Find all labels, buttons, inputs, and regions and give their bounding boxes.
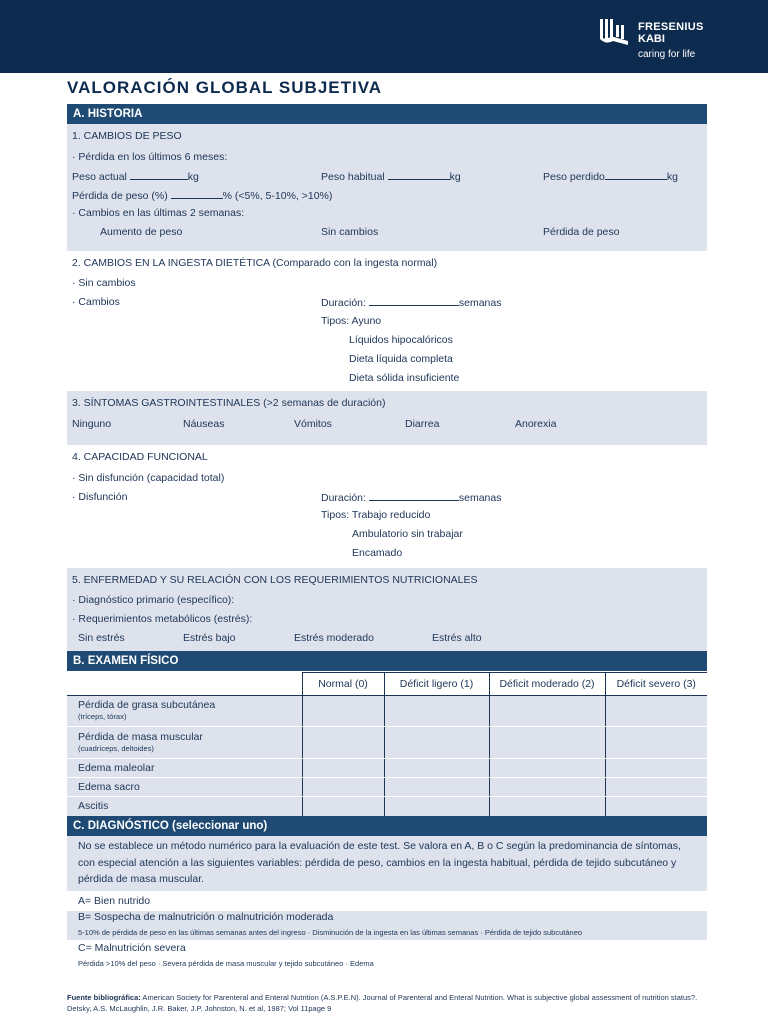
stress-moderate[interactable]: Estrés moderado xyxy=(294,632,374,644)
table-row xyxy=(67,759,707,778)
kg-unit: kg xyxy=(187,171,199,183)
intake-type-insufficient-solid[interactable]: Dieta sólida insuficiente xyxy=(349,372,460,384)
gi-option-diarrhea[interactable]: Diarrea xyxy=(405,418,440,430)
no-dysfunction-option[interactable]: · Sin disfunción (capacidad total) xyxy=(72,472,225,484)
stress-high[interactable]: Estrés alto xyxy=(432,632,482,644)
duration-label: Duración: xyxy=(321,297,366,309)
current-weight-field[interactable] xyxy=(72,170,199,183)
explanation-line-2: con especial atención a las siguientes variables: pérdida de peso, cambios en la ingesta habitual, pérdida de tejido subcutáneo y xyxy=(78,857,677,869)
stress-none[interactable]: Sin estrés xyxy=(78,632,125,644)
page-title: VALORACIÓN GLOBAL SUBJETIVA xyxy=(67,78,383,97)
header-bar xyxy=(0,0,768,73)
cell-normal[interactable] xyxy=(302,797,384,816)
weeks-unit: semanas xyxy=(458,492,502,504)
usual-weight-blank[interactable] xyxy=(388,170,450,180)
cell-normal[interactable] xyxy=(302,778,384,797)
cell-mild[interactable] xyxy=(384,727,489,759)
option-b-label: B= Sospecha de malnutrición o malnutrición moderada xyxy=(78,911,334,923)
footer-label: Fuente bibliográfica: xyxy=(67,993,141,1002)
cell-normal[interactable] xyxy=(302,727,384,759)
weight-loss-pct-blank[interactable] xyxy=(171,189,223,199)
row-label: Edema sacro xyxy=(67,778,302,797)
pct-options: % (<5%, 5-10%, >10%) xyxy=(222,190,333,202)
dysfunction-option[interactable]: · Disfunción xyxy=(72,491,128,503)
option-weight-loss[interactable]: Pérdida de peso xyxy=(543,226,620,238)
type-ambulatory[interactable]: Ambulatorio sin trabajar xyxy=(352,528,463,540)
cell-severe[interactable] xyxy=(605,759,707,778)
gi-option-nausea[interactable]: Náuseas xyxy=(183,418,225,430)
duration-blank[interactable] xyxy=(369,296,459,306)
diagnosis-option-c[interactable] xyxy=(67,940,707,970)
cell-moderate[interactable] xyxy=(489,759,605,778)
gi-option-vomiting[interactable]: Vómitos xyxy=(294,418,332,430)
lost-weight-label: Peso perdido xyxy=(543,171,605,183)
physical-exam-table xyxy=(67,672,707,816)
duration-label: Duración: xyxy=(321,492,366,504)
row-label: Ascitis xyxy=(67,797,302,816)
row-label-sub: (tríceps, tórax) xyxy=(78,712,127,721)
current-weight-label: Peso actual xyxy=(72,171,127,183)
brand-mark-icon xyxy=(600,19,628,45)
s3-title: 3. SÍNTOMAS GASTROINTESTINALES (>2 semanas de duración) xyxy=(72,397,386,409)
cell-mild[interactable] xyxy=(384,778,489,797)
intake-duration-field[interactable] xyxy=(321,296,501,309)
brand-name-line1: FRESENIUS xyxy=(638,21,704,33)
table-row xyxy=(67,797,707,816)
current-weight-blank[interactable] xyxy=(130,170,188,180)
fresenius-kabi-logo xyxy=(600,17,720,65)
option-weight-gain[interactable]: Aumento de peso xyxy=(100,226,183,238)
cell-mild[interactable] xyxy=(384,696,489,727)
s5-title: 5. ENFERMEDAD Y SU RELACIÓN CON LOS REQUERIMIENTOS NUTRICIONALES xyxy=(72,574,478,586)
cell-severe[interactable] xyxy=(605,727,707,759)
cell-severe[interactable] xyxy=(605,696,707,727)
diagnosis-explanation xyxy=(67,836,707,891)
cell-severe[interactable] xyxy=(605,797,707,816)
col-moderate: Déficit moderado (2) xyxy=(489,673,605,696)
cell-severe[interactable] xyxy=(605,778,707,797)
kg-unit: kg xyxy=(449,171,461,183)
type-reduced-work[interactable]: Tipos: Trabajo reducido xyxy=(321,509,431,521)
cell-moderate[interactable] xyxy=(489,778,605,797)
disease-block xyxy=(67,568,707,651)
table-row xyxy=(67,727,707,759)
footer-source xyxy=(67,992,707,1014)
cell-mild[interactable] xyxy=(384,797,489,816)
usual-weight-label: Peso habitual xyxy=(321,171,385,183)
lost-weight-blank[interactable] xyxy=(605,170,667,180)
intake-type-full-liquid[interactable]: Dieta líquida completa xyxy=(349,353,453,365)
col-severe: Déficit severo (3) xyxy=(605,673,707,696)
table-header-row xyxy=(67,673,707,696)
type-bedridden[interactable]: Encamado xyxy=(352,547,403,559)
row-label: Edema maleolar xyxy=(67,759,302,778)
explanation-line-1: No se establece un método numérico para la evaluación de este test. Se valora en A, B o C según la predominancia de síntomas, xyxy=(78,840,681,852)
intake-change-block xyxy=(67,251,707,391)
dysfunction-duration-field[interactable] xyxy=(321,491,501,504)
s1-last6: · Pérdida en los últimos 6 meses: xyxy=(72,151,228,163)
gi-option-anorexia[interactable]: Anorexia xyxy=(515,418,557,430)
s4-title: 4. CAPACIDAD FUNCIONAL xyxy=(72,451,208,463)
row-label-text: Pérdida de grasa subcutánea xyxy=(78,699,216,711)
intake-changes[interactable]: · Cambios xyxy=(72,296,120,308)
explanation-line-3: pérdida de masa muscular. xyxy=(78,873,205,885)
table-corner xyxy=(67,673,302,696)
cell-mild[interactable] xyxy=(384,759,489,778)
diagnosis-option-b[interactable] xyxy=(67,911,707,940)
option-c-detail: Pérdida >10% del peso · Severa pérdida de masa muscular y tejido subcutáneo · Edema xyxy=(78,959,374,968)
cell-normal[interactable] xyxy=(302,696,384,727)
s1-title: 1. CAMBIOS DE PESO xyxy=(72,130,182,142)
cell-moderate[interactable] xyxy=(489,696,605,727)
lost-weight-field[interactable] xyxy=(543,170,678,183)
functional-capacity-block xyxy=(67,445,707,568)
gi-symptoms-block xyxy=(67,391,707,445)
section-a-header: A. HISTORIA xyxy=(67,104,707,124)
intake-type-hypocaloric[interactable]: Líquidos hipocalóricos xyxy=(349,334,453,346)
col-mild: Déficit ligero (1) xyxy=(384,673,489,696)
cell-moderate[interactable] xyxy=(489,797,605,816)
kg-unit: kg xyxy=(666,171,678,183)
cell-normal[interactable] xyxy=(302,759,384,778)
table-row xyxy=(67,696,707,727)
brand-name-line2: KABI xyxy=(638,33,665,45)
option-no-change[interactable]: Sin cambios xyxy=(321,226,379,238)
s1-last2: · Cambios en las últimas 2 semanas: xyxy=(72,207,245,219)
brand-tagline: caring for life xyxy=(638,49,696,60)
section-b-header: B. EXAMEN FÍSICO xyxy=(67,651,707,671)
weight-loss-pct-label: Pérdida de peso (%) xyxy=(72,190,168,202)
intake-type-fasting[interactable]: Tipos: Ayuno xyxy=(321,315,382,327)
option-c-label: C= Malnutrición severa xyxy=(78,942,186,954)
metabolic-requirements-label: · Requerimientos metabólicos (estrés): xyxy=(72,613,253,625)
primary-diagnosis-field[interactable]: · Diagnóstico primario (específico): xyxy=(72,594,235,606)
weight-change-block xyxy=(67,124,707,251)
table-row xyxy=(67,778,707,797)
row-label xyxy=(67,696,302,727)
duration-blank[interactable] xyxy=(369,491,459,501)
gi-option-none[interactable]: Ninguno xyxy=(72,418,112,430)
col-normal: Normal (0) xyxy=(302,673,384,696)
weeks-unit: semanas xyxy=(458,297,502,309)
row-label-text: Pérdida de masa muscular xyxy=(78,730,203,743)
cell-moderate[interactable] xyxy=(489,727,605,759)
section-c-header: C. DIAGNÓSTICO (seleccionar uno) xyxy=(67,816,707,836)
row-label xyxy=(67,727,302,759)
usual-weight-field[interactable] xyxy=(321,170,461,183)
s2-title: 2. CAMBIOS EN LA INGESTA DIETÉTICA (Comparado con la ingesta normal) xyxy=(72,257,438,269)
stress-low[interactable]: Estrés bajo xyxy=(183,632,236,644)
weight-loss-pct-field[interactable] xyxy=(72,189,332,202)
option-b-detail: 5-10% de pérdida de peso en las últimas semanas antes del ingreso · Disminución de la ingesta en las últimas semanas · Pérdida de tejido subcutáneo xyxy=(78,928,583,937)
diagnosis-option-a[interactable] xyxy=(67,891,707,911)
footer-text: American Society for Parenteral and Enteral Nutrition (A.S.P.E.N). Journal of Parenteral and Enteral Nutrition. What is subjective global assessment of nutrition status?. Detsky, A.S. McLaughlin, J.R. Baker, J.P. Johnston, N. et al, 1987; Vol 11page 9 xyxy=(67,993,698,1013)
intake-no-change[interactable]: · Sin cambios xyxy=(72,277,136,289)
option-a-label: A= Bien nutrido xyxy=(78,895,151,907)
row-label-sub: (cuadríceps, deltoides) xyxy=(78,743,154,753)
